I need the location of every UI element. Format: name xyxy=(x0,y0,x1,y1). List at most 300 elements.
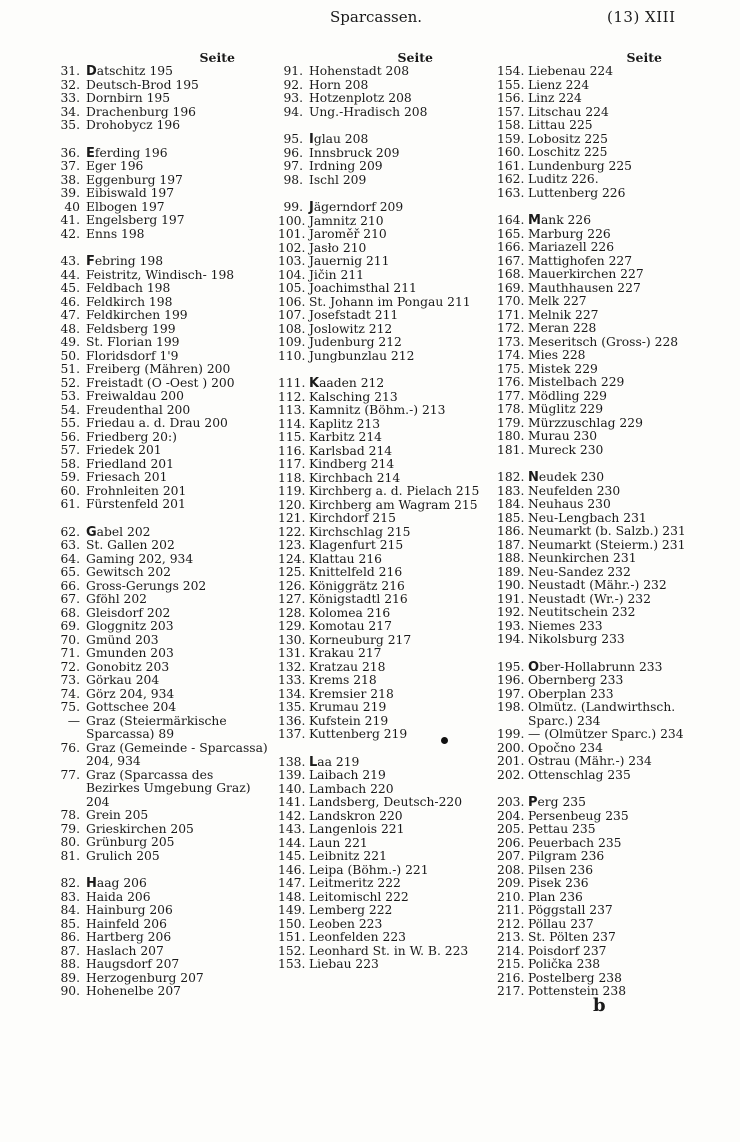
entry-text: Gaming 202, 934 xyxy=(86,551,194,566)
index-entry xyxy=(58,92,268,106)
entry-text: Floridsdorf 1'9 xyxy=(86,348,179,363)
entry-text: Grieskirchen 205 xyxy=(86,821,194,836)
index-entry xyxy=(278,79,493,93)
entry-number: 128. xyxy=(278,605,306,620)
entry-number: 210. xyxy=(497,889,525,904)
index-entry xyxy=(497,850,722,864)
entry-text: Laa 219 xyxy=(309,754,360,770)
entry-number: 179. xyxy=(497,415,525,430)
entry-text: Haida 206 xyxy=(86,889,151,904)
entry-text: Jamnitz 210 xyxy=(309,213,384,228)
entry-text: Neunkirchen 231 xyxy=(528,551,637,565)
entry-text: Freudenthal 200 xyxy=(86,402,191,417)
entry-number: 55. xyxy=(60,416,80,430)
entry-number: 56. xyxy=(60,429,80,444)
section-gap xyxy=(497,647,722,661)
entry-text: Krumau 219 xyxy=(309,700,387,714)
entry-text: Ober-Hollabrunn 233 xyxy=(528,659,663,675)
entry-number: 215. xyxy=(497,957,525,971)
entry-text: Kalsching 213 xyxy=(309,389,398,404)
entry-text: Herzogenburg 207 xyxy=(86,970,204,985)
entry-text: Leonhard St. in W. B. 223 xyxy=(309,943,469,958)
entry-text: Kaaden 212 xyxy=(309,376,385,391)
entry-text: Knittelfeld 216 xyxy=(309,565,403,579)
entry-number: 36. xyxy=(60,145,80,160)
entry-text: Eggenburg 197 xyxy=(86,172,183,187)
entry-number: 181. xyxy=(497,442,525,457)
entry-text: Gloggnitz 203 xyxy=(86,619,174,633)
entry-text: Görz 204, 934 xyxy=(86,686,175,701)
entry-text: Plan 236 xyxy=(528,889,583,904)
section-gap xyxy=(497,782,722,796)
entry-text: Melnik 227 xyxy=(528,307,599,322)
section-gap xyxy=(58,241,268,255)
entry-text: Görkau 204 xyxy=(86,673,160,687)
entry-text: Leipa (Böhm.-) 221 xyxy=(309,862,429,877)
index-entry xyxy=(278,282,493,296)
index-entry xyxy=(58,323,268,337)
index-entry xyxy=(278,228,493,242)
index-entry xyxy=(278,553,493,567)
entry-text: Joachimsthal 211 xyxy=(309,281,417,295)
entry-text: Friedek 201 xyxy=(86,443,162,457)
entry-number: 35. xyxy=(60,118,80,132)
entry-text: Hainburg 206 xyxy=(86,903,173,917)
entry-number: 167. xyxy=(497,253,525,268)
index-entry xyxy=(497,837,722,851)
entry-text: Kirchberg am Wagram 215 xyxy=(309,497,478,512)
entry-text: Meran 228 xyxy=(528,321,597,335)
entry-text: Friesach 201 xyxy=(86,470,168,484)
index-entry xyxy=(58,214,268,228)
entry-number: 116. xyxy=(278,443,306,458)
entry-number: 78. xyxy=(60,808,80,822)
entry-number: 104. xyxy=(278,267,306,282)
entry-number: 157. xyxy=(497,104,525,119)
entry-text: Kirchschlag 215 xyxy=(309,524,411,539)
index-entry xyxy=(278,904,493,918)
entry-number: 153. xyxy=(278,957,306,971)
index-entry xyxy=(58,553,268,567)
entry-number: 121. xyxy=(278,511,306,525)
entry-number: 213. xyxy=(497,930,525,944)
entry-number: 48. xyxy=(60,321,80,336)
entry-text: Graz (Steiermärkische Sparcassa) 89 xyxy=(86,713,227,741)
entry-text: Liebau 223 xyxy=(309,957,379,971)
entry-number: 91. xyxy=(283,64,303,78)
index-entry xyxy=(58,647,268,661)
index-entry xyxy=(278,647,493,661)
index-entry xyxy=(497,187,722,201)
entry-text: Lobositz 225 xyxy=(528,131,608,146)
index-entry xyxy=(278,92,493,106)
entry-number: 188. xyxy=(497,551,525,565)
entry-text: Pöllau 237 xyxy=(528,916,594,931)
entry-number: 142. xyxy=(278,808,306,823)
index-entry xyxy=(58,363,268,377)
entry-text: Langenlois 221 xyxy=(309,822,405,836)
entry-number: 187. xyxy=(497,537,525,552)
entry-number: 84. xyxy=(60,903,80,917)
index-entry xyxy=(58,255,268,269)
entry-text: Linz 224 xyxy=(528,91,582,105)
entry-text: Neustadt (Mähr.-) 232 xyxy=(528,578,667,592)
entry-number: 50. xyxy=(60,348,80,363)
index-entry xyxy=(278,174,493,188)
entry-text: Irdning 209 xyxy=(309,159,383,173)
index-entry xyxy=(497,525,722,539)
index-entry xyxy=(497,864,722,878)
index-entry xyxy=(58,904,268,918)
entry-number: 99. xyxy=(283,200,303,214)
index-entry xyxy=(278,431,493,445)
entry-number: 45. xyxy=(60,281,80,295)
entry-number: 85. xyxy=(60,916,80,931)
entry-text: Landskron 220 xyxy=(309,808,403,823)
entry-number: 148. xyxy=(278,889,306,904)
entry-number: 42. xyxy=(60,226,80,241)
entry-text: Lemberg 222 xyxy=(309,903,393,917)
index-entry xyxy=(497,566,722,580)
index-entry xyxy=(278,864,493,878)
index-entry xyxy=(58,377,268,391)
entry-number: 205. xyxy=(497,822,525,836)
entry-number: 180. xyxy=(497,429,525,443)
entry-text: Olmütz. (Landwirthsch. Sparc.) 234 xyxy=(528,700,676,728)
entry-number: 107. xyxy=(278,308,306,322)
entry-number: 71. xyxy=(60,646,80,660)
entry-text: Peuerbach 235 xyxy=(528,835,622,850)
entry-number: 161. xyxy=(497,158,525,173)
entry-number: 112. xyxy=(278,389,306,404)
entry-text: Drohobycz 196 xyxy=(86,118,181,132)
index-entry xyxy=(278,593,493,607)
index-entry xyxy=(58,498,268,512)
entry-number: 92. xyxy=(283,77,303,92)
index-entry xyxy=(278,620,493,634)
index-entry xyxy=(278,796,493,810)
entry-number: 89. xyxy=(60,970,80,985)
index-entry xyxy=(58,593,268,607)
index-entry xyxy=(497,390,722,404)
index-entry xyxy=(278,580,493,594)
entry-number: 141. xyxy=(278,795,306,809)
entry-number: 34. xyxy=(60,104,80,119)
index-entry xyxy=(497,769,722,783)
entry-number: 62. xyxy=(60,524,80,539)
entry-text: Murau 230 xyxy=(528,429,598,443)
entry-number: 133. xyxy=(278,673,306,687)
entry-number: 136. xyxy=(278,713,306,728)
entry-number: 47. xyxy=(60,308,80,322)
index-entry xyxy=(278,607,493,621)
entry-number: 145. xyxy=(278,849,306,863)
index-entry xyxy=(278,269,493,283)
entry-number: 178. xyxy=(497,402,525,416)
index-entry xyxy=(278,133,493,147)
page-number: (13) XIII xyxy=(607,8,676,26)
index-entry xyxy=(278,323,493,337)
entry-text: Ischl 209 xyxy=(309,172,367,187)
index-entry xyxy=(278,701,493,715)
entry-text: Feldsberg 199 xyxy=(86,321,176,336)
entry-number: 38. xyxy=(60,172,80,187)
index-entry xyxy=(278,106,493,120)
index-entry xyxy=(58,174,268,188)
entry-text: Lienz 224 xyxy=(528,77,590,92)
index-entry xyxy=(497,119,722,133)
entry-number: 122. xyxy=(278,524,306,539)
index-entry xyxy=(58,891,268,905)
index-entry xyxy=(278,458,493,472)
entry-number: 82. xyxy=(60,876,80,890)
entry-text: Josefstadt 211 xyxy=(309,308,399,322)
entry-text: Iglau 208 xyxy=(309,132,369,147)
entry-number: 177. xyxy=(497,388,525,403)
index-entry xyxy=(497,606,722,620)
index-entry xyxy=(58,390,268,404)
entry-number: 125. xyxy=(278,565,306,579)
entry-number: 93. xyxy=(283,91,303,105)
index-entry xyxy=(58,269,268,283)
index-entry xyxy=(497,972,722,986)
entry-number: 170. xyxy=(497,294,525,308)
entry-text: Kamnitz (Böhm.-) 213 xyxy=(309,403,446,417)
entry-number: 169. xyxy=(497,280,525,295)
index-entry xyxy=(278,377,493,391)
entry-number: 204. xyxy=(497,808,525,823)
entry-text: Febring 198 xyxy=(86,254,164,269)
entry-number: 83. xyxy=(60,889,80,904)
entry-number: 162. xyxy=(497,172,525,186)
section-gap xyxy=(278,742,493,756)
entry-number: 199. xyxy=(497,727,525,741)
entry-text: Gross-Gerungs 202 xyxy=(86,578,207,593)
entry-number: 75. xyxy=(60,700,80,714)
entry-number: 152. xyxy=(278,943,306,958)
entry-text: Datschitz 195 xyxy=(86,64,173,79)
index-entry xyxy=(278,877,493,891)
entry-text: Feldkirchen 199 xyxy=(86,308,188,322)
index-entry xyxy=(58,282,268,296)
entry-text: Gmunden 203 xyxy=(86,646,174,660)
index-entry xyxy=(497,931,722,945)
entry-text: Melk 227 xyxy=(528,294,587,308)
index-entry xyxy=(497,403,722,417)
index-entry xyxy=(278,445,493,459)
entry-text: Drachenburg 196 xyxy=(86,104,196,119)
entry-number: 41. xyxy=(60,213,80,227)
entry-number: 139. xyxy=(278,768,306,782)
entry-number: 95. xyxy=(283,132,303,146)
entry-text: Gottschee 204 xyxy=(86,700,177,714)
column-heading: Seite xyxy=(626,50,662,65)
entry-number: 73. xyxy=(60,673,80,687)
index-entry xyxy=(497,430,722,444)
entry-text: Ottenschlag 235 xyxy=(528,767,631,782)
entry-number: 101. xyxy=(278,227,306,241)
entry-number: 70. xyxy=(60,632,80,647)
index-entry xyxy=(497,539,722,553)
index-entry xyxy=(497,471,722,485)
entry-text: Feldkirch 198 xyxy=(86,294,173,309)
entry-text: Kirchbach 214 xyxy=(309,470,401,485)
index-entry xyxy=(497,160,722,174)
entry-number: 43. xyxy=(60,254,80,268)
entry-text: Mödling 229 xyxy=(528,388,607,403)
entry-number: 90. xyxy=(60,984,80,998)
index-entry xyxy=(58,945,268,959)
entry-number: 209. xyxy=(497,876,525,890)
entry-number: 206. xyxy=(497,835,525,850)
entry-text: Eferding 196 xyxy=(86,145,168,161)
entry-number: 86. xyxy=(60,930,80,944)
index-entry xyxy=(58,228,268,242)
entry-text: Grein 205 xyxy=(86,808,149,822)
index-entry xyxy=(497,593,722,607)
entry-text: Oberplan 233 xyxy=(528,686,614,701)
entry-number: 111. xyxy=(278,376,306,390)
entry-text: Ostrau (Mähr.-) 234 xyxy=(528,754,652,768)
entry-text: Gonobitz 203 xyxy=(86,659,170,674)
index-entry xyxy=(278,634,493,648)
entry-number: 61. xyxy=(60,497,80,511)
index-entry xyxy=(58,877,268,891)
entry-number: 189. xyxy=(497,564,525,579)
index-entry xyxy=(278,931,493,945)
index-entry xyxy=(497,417,722,431)
entry-number: 117. xyxy=(278,457,306,471)
entry-text: Neumarkt (b. Salzb.) 231 xyxy=(528,524,686,538)
entry-number: 124. xyxy=(278,551,306,566)
entry-number: 118. xyxy=(278,470,306,485)
index-entry xyxy=(497,688,722,702)
section-gap xyxy=(278,187,493,201)
entry-text: Mureck 230 xyxy=(528,442,604,457)
entry-text: Mistelbach 229 xyxy=(528,375,625,389)
index-entry xyxy=(497,891,722,905)
entry-text: Frohnleiten 201 xyxy=(86,483,187,498)
index-entry xyxy=(278,945,493,959)
section-gap xyxy=(278,363,493,377)
index-entry xyxy=(497,755,722,769)
entry-text: Graz (Gemeinde - Sparcassa) 204, 934 xyxy=(86,740,268,768)
entry-number: 150. xyxy=(278,916,306,931)
entry-text: Neu-Lengbach 231 xyxy=(528,510,647,525)
index-entry xyxy=(58,119,268,133)
entry-number: 66. xyxy=(60,578,80,593)
index-entry xyxy=(278,309,493,323)
index-entry xyxy=(497,958,722,972)
index-entry xyxy=(58,985,268,999)
index-entry xyxy=(278,728,493,742)
entry-text: Eger 196 xyxy=(86,159,144,173)
entry-number: 53. xyxy=(60,389,80,403)
entry-text: Leoben 223 xyxy=(309,916,383,931)
entry-text: Nikolsburg 233 xyxy=(528,632,625,646)
entry-text: Persenbeug 235 xyxy=(528,808,629,823)
index-entry xyxy=(497,376,722,390)
index-entry xyxy=(278,837,493,851)
entry-text: Neumarkt (Steierm.) 231 xyxy=(528,537,686,552)
entry-number: 140. xyxy=(278,781,306,796)
entry-text: Mürzzuschlag 229 xyxy=(528,415,643,430)
entry-text: Landsberg, Deutsch-220 xyxy=(309,795,463,809)
index-entry xyxy=(58,809,268,823)
index-entry xyxy=(58,147,268,161)
entry-number: 57. xyxy=(60,443,80,457)
entry-text: Kratzau 218 xyxy=(309,659,386,674)
index-entry xyxy=(497,512,722,526)
entry-text: Neufelden 230 xyxy=(528,483,621,498)
index-entry xyxy=(278,160,493,174)
index-entry xyxy=(278,201,493,215)
entry-text: Luttenberg 226 xyxy=(528,185,626,200)
index-entry xyxy=(278,526,493,540)
signature-mark: b xyxy=(593,995,606,1016)
index-entry xyxy=(278,215,493,229)
entry-text: Opočno 234 xyxy=(528,740,603,755)
index-entry xyxy=(497,79,722,93)
entry-number: 185. xyxy=(497,510,525,525)
entry-number: 51. xyxy=(60,362,80,376)
entry-number: 171. xyxy=(497,307,525,322)
entry-number: 68. xyxy=(60,605,80,620)
entry-number: 175. xyxy=(497,361,525,376)
index-entry xyxy=(497,579,722,593)
entry-text: Neu-Sandez 232 xyxy=(528,564,631,579)
entry-number: 44. xyxy=(60,267,80,282)
entry-number: 103. xyxy=(278,254,306,268)
entry-text: Haag 206 xyxy=(86,876,147,891)
entry-number: 87. xyxy=(60,943,80,958)
entry-text: Pottenstein 238 xyxy=(528,984,627,998)
entry-number: 72. xyxy=(60,659,80,674)
column-heading: Seite xyxy=(397,50,433,65)
entry-text: Hohenelbe 207 xyxy=(86,984,181,998)
entry-number: 135. xyxy=(278,700,306,714)
entry-text: St. Gallen 202 xyxy=(86,538,175,552)
entry-text: Liebenau 224 xyxy=(528,64,614,78)
entry-text: Hotzenplotz 208 xyxy=(309,91,412,105)
entry-number: 214. xyxy=(497,943,525,958)
entry-number: 110. xyxy=(278,348,306,363)
index-entry xyxy=(278,485,493,499)
index-entry xyxy=(58,79,268,93)
index-entry xyxy=(278,688,493,702)
entry-number: 127. xyxy=(278,592,306,606)
entry-number: 31. xyxy=(60,64,80,78)
entry-number: 52. xyxy=(60,375,80,390)
index-entry xyxy=(58,850,268,864)
index-entry xyxy=(58,336,268,350)
entry-text: Feistritz, Windisch- 198 xyxy=(86,267,235,282)
entry-number: 196. xyxy=(497,673,525,687)
entry-text: Müglitz 229 xyxy=(528,402,604,416)
index-entry xyxy=(58,674,268,688)
entry-number: 54. xyxy=(60,402,80,417)
entry-text: Graz (Sparcassa des Bezirkes Umgebung Graz) 204 xyxy=(86,767,251,809)
index-entry xyxy=(497,295,722,309)
entry-number: 207. xyxy=(497,849,525,863)
entry-text: Klagenfurt 215 xyxy=(309,538,404,552)
index-column-2 xyxy=(278,50,493,972)
index-entry xyxy=(278,810,493,824)
index-entry xyxy=(278,769,493,783)
entry-text: Pöggstall 237 xyxy=(528,903,613,917)
index-entry xyxy=(58,701,268,715)
entry-text: Joslowitz 212 xyxy=(309,321,393,336)
